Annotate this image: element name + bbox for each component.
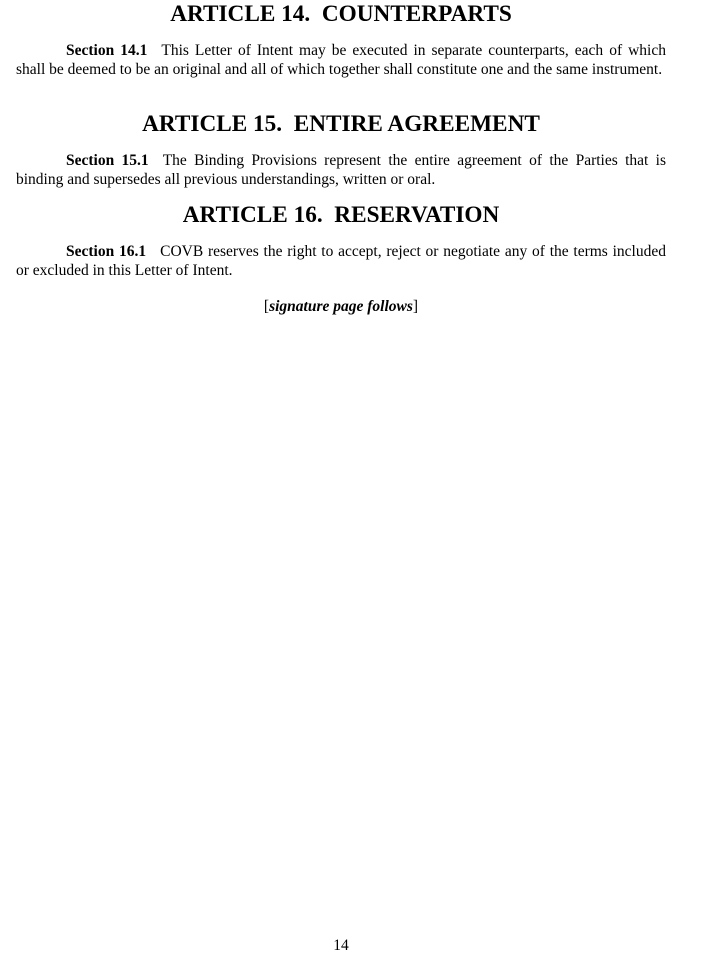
note-open-bracket: [ <box>263 298 270 315</box>
article-16-heading: ARTICLE 16. RESERVATION <box>182 202 500 228</box>
page-number: 14 <box>333 937 349 954</box>
section-16-1-text: COVB reserves the right to accept, reject or negotiate any of the terms included or excluded in this Letter of Intent. <box>16 243 666 279</box>
note-close-bracket: ] <box>412 298 419 315</box>
signature-page-note <box>16 297 666 316</box>
section-15-1-label: Section 15.1 <box>66 152 149 169</box>
article-15-heading: ARTICLE 15. ENTIRE AGREEMENT <box>142 111 540 137</box>
note-text: signature page follows <box>269 298 413 315</box>
section-14-1-text: This Letter of Intent may be executed in separate counterparts, each of which shall be deemed to be an original and all of which together shall constitute one and the same instrument. <box>16 42 666 78</box>
article-14-heading: ARTICLE 14. COUNTERPARTS <box>170 1 512 27</box>
document-page <box>16 0 666 955</box>
section-15-1-text: The Binding Provisions represent the entire agreement of the Parties that is binding and supersedes all previous understandings, written or oral. <box>16 152 667 188</box>
section-16-1-label: Section 16.1 <box>66 243 147 260</box>
section-14-1-paragraph <box>16 41 666 79</box>
section-16-1-paragraph <box>16 242 666 280</box>
section-14-1-label: Section 14.1 <box>66 42 148 59</box>
section-15-1-paragraph <box>16 151 666 189</box>
